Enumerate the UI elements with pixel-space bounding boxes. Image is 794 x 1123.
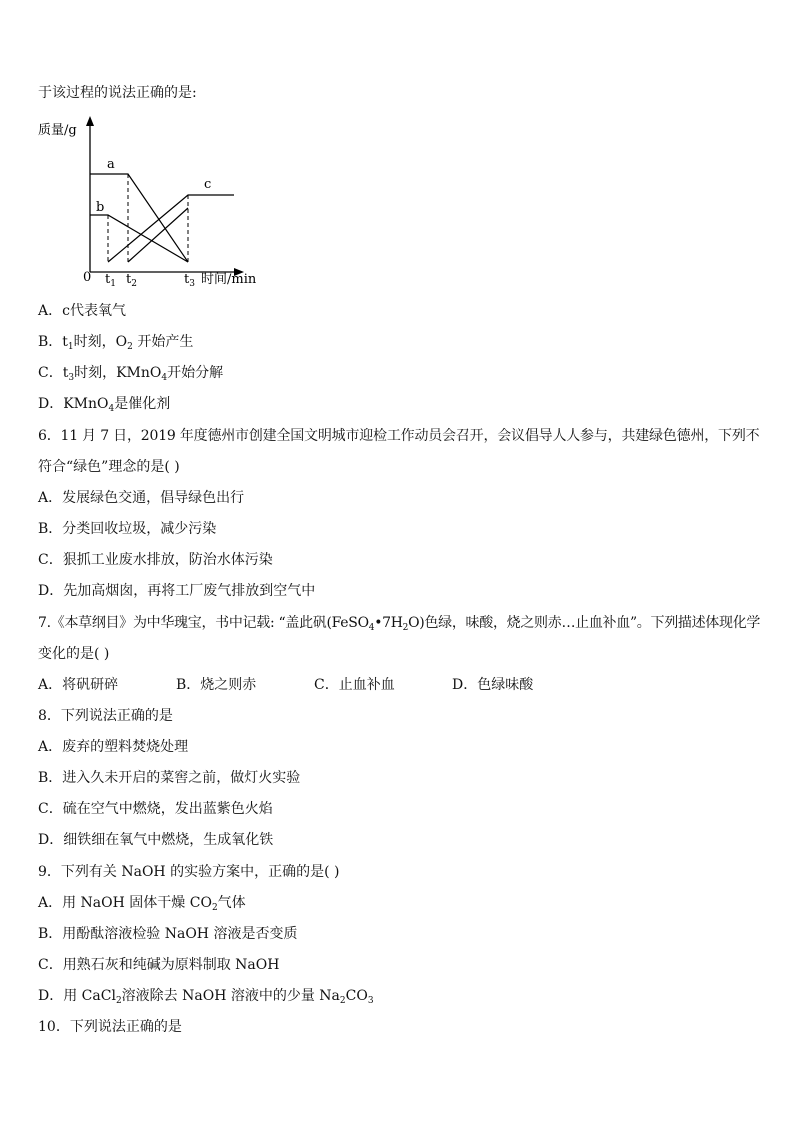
q7-option-d[interactable]: D．色绿味酸	[452, 677, 534, 693]
q7-stem-line2: 变化的是( )	[38, 646, 110, 662]
q9-option-c[interactable]: C．用熟石灰和纯碱为原料制取 NaOH	[38, 957, 280, 973]
y-axis-label: 质量/g	[38, 123, 77, 138]
q5-option-d[interactable]: D．KMnO$_4$是催化剂	[38, 396, 171, 414]
q7-stem-line1: 7.《本草纲目》为中华瑰宝，书中记载: “盖此矾$(FeSO_4•7H_2O)$色绿，味酸，烧之则赤…止血补血”。下列描述体现化学	[38, 615, 761, 633]
q6-stem-line1: 6．11 月 7 日，2019 年度德州市创建全国文明城市迎检工作动员会召开，会议倡导人人参与，共建绿色德州，下列不	[38, 428, 760, 444]
tick-t1: $t_1$	[105, 272, 116, 289]
curve-a	[90, 174, 188, 262]
curve-label-a: a	[107, 157, 115, 172]
q5-option-a[interactable]: A．c代表氧气	[38, 303, 126, 319]
q8-option-d[interactable]: D．细铁细在氧气中燃烧，生成氧化铁	[38, 832, 274, 848]
q9-option-b[interactable]: B．用酚酞溶液检验 NaOH 溶液是否变质	[38, 926, 298, 942]
curve-label-c: c	[204, 177, 212, 192]
q9-option-d[interactable]: D．用 CaCl$_2$溶液除去 NaOH 溶液中的少量 $Na_2CO_3$	[38, 988, 374, 1006]
q7-option-b[interactable]: B．烧之则赤	[176, 677, 257, 693]
y-axis-arrow	[86, 116, 94, 126]
q6-option-c[interactable]: C．狠抓工业废水排放，防治水体污染	[38, 552, 273, 568]
q9-stem: 9．下列有关 NaOH 的实验方案中，正确的是( )	[38, 864, 340, 880]
curve-b	[90, 215, 188, 262]
q8-stem: 8．下列说法正确的是	[38, 708, 173, 724]
q6-option-a[interactable]: A．发展绿色交通，倡导绿色出行	[38, 490, 245, 506]
q7-option-a[interactable]: A．将矾研碎	[38, 677, 119, 693]
mass-time-graph	[36, 112, 276, 292]
q7-options	[38, 676, 533, 694]
q8-option-a[interactable]: A．废弃的塑料焚烧处理	[38, 739, 189, 755]
q6-option-b[interactable]: B．分类回收垃圾，减少污染	[38, 521, 217, 537]
q8-option-b[interactable]: B．进入久未开启的菜窖之前，做灯火实验	[38, 770, 301, 786]
q6-stem-line2: 符合“绿色”理念的是( )	[38, 459, 180, 475]
q6-option-d[interactable]: D．先加高烟囱，再将工厂废气排放到空气中	[38, 583, 316, 599]
q9-option-a[interactable]: A．用 NaOH 固体干燥 $CO_2$气体	[38, 895, 246, 913]
q7-option-c[interactable]: C．止血补血	[314, 677, 395, 693]
curve-label-b: b	[96, 200, 105, 215]
x-axis-label: 时间/min	[201, 272, 257, 287]
q5-option-c[interactable]: C．$t_3$时刻，KMnO$_4$开始分解	[38, 365, 224, 383]
q5-option-b[interactable]: B．$t_1$时刻，$O_2$ 开始产生	[38, 334, 194, 352]
q8-option-c[interactable]: C．硫在空气中燃烧，发出蓝紫色火焰	[38, 801, 273, 817]
intro-text: 于该过程的说法正确的是:	[38, 85, 197, 101]
origin-label: 0	[83, 270, 92, 285]
curve-rising-from-t2	[128, 208, 188, 262]
tick-t2: $t_2$	[126, 272, 137, 289]
q10-stem: 10．下列说法正确的是	[38, 1019, 182, 1035]
tick-t3: $t_3$	[184, 272, 195, 289]
